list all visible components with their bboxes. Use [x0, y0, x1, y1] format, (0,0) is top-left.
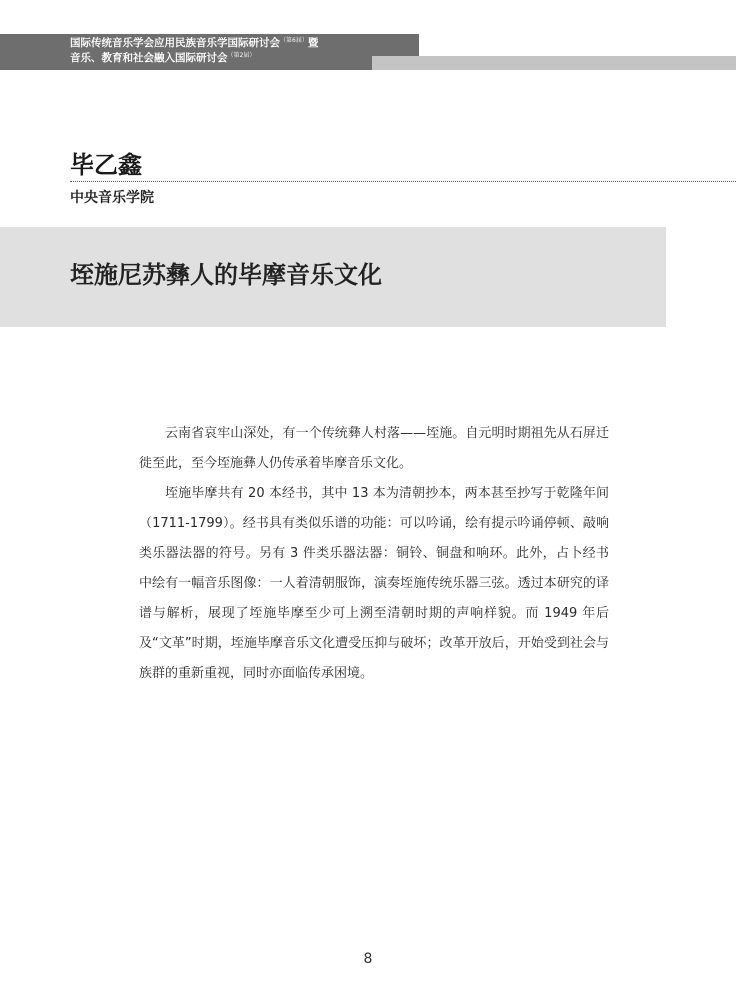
- abstract-body: [139, 419, 609, 689]
- abstract-paragraph: 垤施毕摩共有 20 本经书，其中 13 本为清朝抄本，两本甚至抄写于乾隆年间（1711-1799）。经书具有类似乐谱的功能：可以吟诵，绘有提示吟诵停顿、敲响类乐器法器的符号。另有 3 件类乐器法器：铜铃、铜盘和响环。此外，占卜经书中绘有一幅音乐图像：一人着清朝服饰，演奏垤施传统乐器三弦。透过本研究的译谱与解析，展现了垤施毕摩至少可上溯至清朝时期的声响样貌。而 1949 年后及“文革”时期，垤施毕摩音乐文化遭受压抑与破坏；改革开放后，开始受到社会与族群的重新重视，同时亦面临传承困境。: [139, 486, 609, 681]
- page-number: 8: [363, 951, 373, 967]
- conference-name-2: 音乐、教育和社会融入国际研讨会: [70, 52, 228, 64]
- author-affiliation: 中央音乐学院: [70, 190, 154, 206]
- dotted-divider: [70, 181, 736, 182]
- author-name: 毕乙鑫: [70, 150, 142, 179]
- conference-name-1: 国际传统音乐学会应用民族音乐学国际研讨会: [70, 37, 280, 49]
- running-header-line-2: [70, 51, 318, 66]
- running-header-line-1: [70, 36, 318, 51]
- conference-edition-1: （第6届）: [280, 37, 308, 44]
- conference-edition-2: （第2届）: [227, 52, 256, 59]
- conference-joiner: 暨: [307, 37, 319, 49]
- abstract-paragraph: 云南省哀牢山深处，有一个传统彝人村落——垤施。自元明时期祖先从石屏迁徙至此，至今垤施彝人仍传承着毕摩音乐文化。: [139, 426, 609, 471]
- article-title: 垤施尼苏彝人的毕摩音乐文化: [70, 260, 382, 289]
- header-accent-bar: [372, 56, 736, 70]
- running-header: [70, 36, 318, 66]
